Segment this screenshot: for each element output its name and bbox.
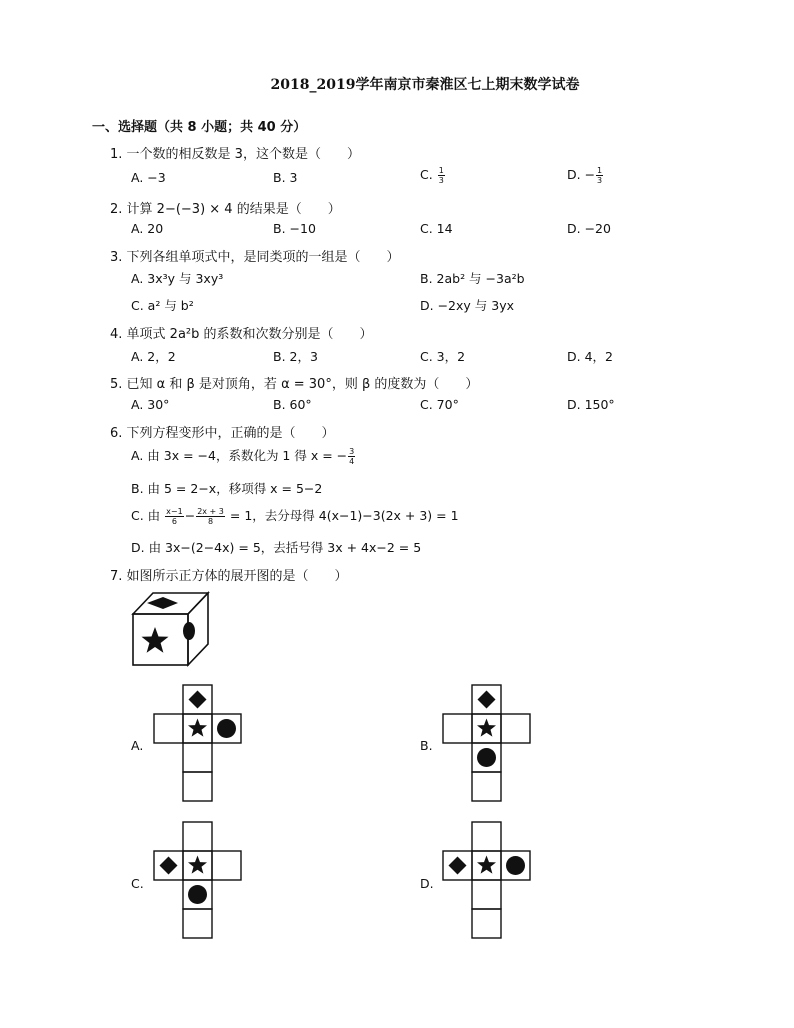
q1-option-d-label: D. − bbox=[567, 167, 596, 182]
q6-option-c-post: = 1，去分母得 4(x−1)−3(2x + 3) = 1 bbox=[229, 508, 459, 523]
net-cell bbox=[501, 714, 530, 743]
net-cell bbox=[472, 772, 501, 801]
diamond-icon bbox=[160, 857, 178, 875]
q1-d-num: 1 bbox=[597, 166, 603, 175]
question-7-stem: 7. 如图所示正方体的展开图的是（ ） bbox=[110, 569, 348, 584]
q1-option-b: B. 3 bbox=[273, 170, 298, 185]
net-cell bbox=[472, 909, 501, 938]
circle-icon bbox=[477, 748, 496, 767]
q6-c-den-2: 8 bbox=[207, 517, 214, 526]
net-cell bbox=[472, 822, 501, 851]
star-icon bbox=[477, 856, 496, 874]
q1-c-den: 3 bbox=[438, 176, 444, 185]
question-4-stem: 4. 单项式 2a²b 的系数和次数分别是（ ） bbox=[110, 327, 373, 342]
q5-option-d: D. 150° bbox=[567, 397, 615, 412]
diamond-icon bbox=[189, 691, 207, 709]
question-6-stem: 6. 下列方程变形中，正确的是（ ） bbox=[110, 426, 335, 441]
net-cell bbox=[183, 909, 212, 938]
net-cell bbox=[212, 851, 241, 880]
q1-d-den: 3 bbox=[597, 176, 603, 185]
q7-option-a: A. bbox=[131, 738, 144, 753]
q6-option-c-minus: − bbox=[184, 508, 196, 523]
q1-option-a: A. −3 bbox=[131, 170, 166, 185]
q1-option-c-label: C. bbox=[420, 167, 437, 182]
page-title: 2018_2019学年南京市秦淮区七上期末数学试卷 bbox=[270, 77, 580, 93]
q2-option-d: D. −20 bbox=[567, 221, 611, 236]
question-1-stem: 1. 一个数的相反数是 3，这个数是（ ） bbox=[110, 147, 360, 162]
net-cell bbox=[183, 772, 212, 801]
q5-option-b: B. 60° bbox=[273, 397, 312, 412]
q6-c-num-2: 2x + 3 bbox=[197, 507, 224, 516]
q6-c-den-1: 6 bbox=[171, 517, 177, 526]
q3-option-c: C. a² 与 b² bbox=[131, 298, 194, 313]
q4-option-b: B. 2，3 bbox=[273, 349, 318, 364]
q2-option-c: C. 14 bbox=[420, 221, 453, 236]
star-icon bbox=[477, 719, 496, 737]
q3-option-a: A. 3x³y 与 3xy³ bbox=[131, 271, 224, 286]
question-2-stem: 2. 计算 2−(−3) × 4 的结果是（ ） bbox=[110, 202, 341, 217]
q7-option-b: B. bbox=[420, 738, 433, 753]
q6-option-b: B. 由 5 = 2−x，移项得 x = 5−2 bbox=[131, 481, 323, 496]
q1-c-num: 1 bbox=[438, 166, 444, 175]
q6-option-a-text: A. 由 3x = −4，系数化为 1 得 x = − bbox=[131, 448, 348, 463]
circle-icon bbox=[217, 719, 236, 738]
q2-option-a: A. 20 bbox=[131, 221, 164, 236]
q5-option-c: C. 70° bbox=[420, 397, 459, 412]
net-cell bbox=[154, 714, 183, 743]
q3-option-d: D. −2xy 与 3yx bbox=[420, 298, 514, 313]
circle-icon bbox=[188, 885, 207, 904]
circle-icon bbox=[506, 856, 525, 875]
net-cell bbox=[183, 822, 212, 851]
question-5-stem: 5. 已知 α 和 β 是对顶角，若 α = 30°，则 β 的度数为（ ） bbox=[110, 377, 479, 392]
net-cell bbox=[183, 743, 212, 772]
q4-option-d: D. 4，2 bbox=[567, 349, 613, 364]
net-cell bbox=[472, 880, 501, 909]
q6-option-d: D. 由 3x−(2−4x) = 5，去括号得 3x + 4x−2 = 5 bbox=[131, 540, 422, 555]
diamond-icon bbox=[449, 857, 467, 875]
q6-a-den: 4 bbox=[349, 457, 355, 466]
q4-option-a: A. 2，2 bbox=[131, 349, 176, 364]
section-heading: 一、选择题（共 8 小题；共 40 分） bbox=[92, 120, 307, 135]
q4-option-c: C. 3，2 bbox=[420, 349, 466, 364]
q3-option-b: B. 2ab² 与 −3a²b bbox=[420, 271, 525, 286]
q2-option-b: B. −10 bbox=[273, 221, 316, 236]
question-3-stem: 3. 下列各组单项式中，是同类项的一组是（ ） bbox=[110, 250, 400, 265]
q5-option-a: A. 30° bbox=[131, 397, 170, 412]
diamond-icon bbox=[478, 691, 496, 709]
q7-option-c: C. bbox=[131, 876, 144, 891]
net-cell bbox=[443, 714, 472, 743]
q6-a-num: 3 bbox=[349, 447, 355, 456]
star-icon bbox=[188, 719, 207, 737]
star-icon bbox=[188, 856, 207, 874]
q7-option-d: D. bbox=[420, 876, 434, 891]
q6-option-c-pre: C. 由 bbox=[131, 508, 161, 523]
q6-c-num-1: x−1 bbox=[166, 507, 183, 516]
